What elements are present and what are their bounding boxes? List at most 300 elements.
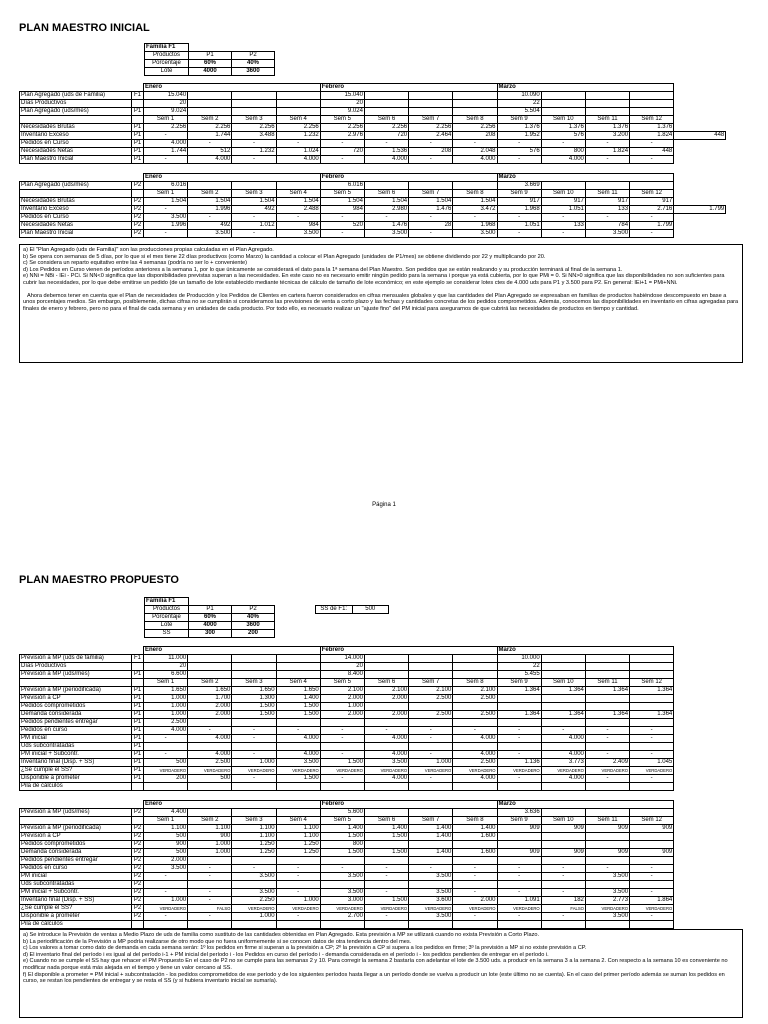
table-cell: - (409, 751, 453, 759)
table-cell: 3.500 (364, 759, 408, 767)
table-cell (630, 841, 674, 849)
table-row (20, 857, 674, 865)
row-label: Plan Maestro Inicial (20, 230, 132, 238)
table-cell (497, 719, 541, 727)
table-cell: Sem 4 (276, 116, 320, 124)
table-cell (541, 719, 585, 727)
table-cell (188, 671, 232, 679)
table-cell (188, 809, 232, 817)
table-cell: Sem 9 (497, 190, 541, 198)
table-row (20, 873, 674, 881)
table-cell: 917 (541, 198, 585, 206)
table-cell: 3.500 (409, 913, 453, 921)
row-label: Previsión a MP (periodificada) (20, 687, 132, 695)
table-cell (232, 182, 276, 190)
table-cell: - (276, 140, 320, 148)
table-cell: 1.500 (320, 849, 364, 857)
table-cell (630, 655, 674, 663)
table-cell: 11.000 (144, 655, 188, 663)
row-product (132, 100, 144, 108)
table-cell: - (320, 214, 364, 222)
table-row (20, 695, 674, 703)
table-cell: 4.000 (364, 751, 408, 759)
table-row (20, 889, 674, 897)
table-cell (409, 881, 453, 889)
table-cell: Sem 3 (232, 116, 276, 124)
row-label: Previsión a MP (periodificada) (20, 825, 132, 833)
table-cell: 4.000 (276, 735, 320, 743)
row-product: F1 (132, 655, 144, 663)
table-cell: 1.232 (232, 148, 276, 156)
table-cell: 1.650 (232, 687, 276, 695)
row-label: Previsión a MP (uds/mes) (20, 671, 132, 679)
table-cell: 1.000 (188, 849, 232, 857)
table-cell: Sem 2 (188, 817, 232, 825)
table-cell: 2.500 (144, 719, 188, 727)
table-cell (630, 719, 674, 727)
table-cell: 1.500 (320, 759, 364, 767)
ss-label: SS de F1: (316, 606, 353, 614)
table-cell (630, 182, 674, 190)
row-label: Inventario final (Disp. + SS) (20, 897, 132, 905)
table-cell: - (320, 230, 364, 238)
row-product: P2 (132, 222, 144, 230)
table-cell (188, 921, 232, 929)
table-cell: 3.000 (320, 897, 364, 905)
table-cell: Sem 6 (364, 190, 408, 198)
table-cell: - (144, 735, 188, 743)
table-cell (409, 857, 453, 865)
table-cell: - (144, 913, 188, 921)
table-cell: Sem 3 (232, 679, 276, 687)
table-cell: 4.000 (453, 775, 497, 783)
table-cell: VERDADERO (232, 767, 276, 775)
table-cell (232, 655, 276, 663)
table-cell: - (188, 913, 232, 921)
table-cell: - (541, 140, 585, 148)
table-cell: 1.100 (232, 825, 276, 833)
table-cell: 133 (585, 206, 629, 214)
table-cell: - (188, 873, 232, 881)
table-cell (364, 719, 408, 727)
month-header: Enero (144, 801, 321, 809)
table-row (20, 222, 726, 230)
table-cell: VERDADERO (364, 905, 408, 913)
table-row (20, 711, 674, 719)
table-cell: - (630, 727, 674, 735)
table-cell: 3.500 (453, 230, 497, 238)
table-cell (188, 719, 232, 727)
table-cell (453, 881, 497, 889)
table-cell: - (585, 214, 629, 222)
table-cell: - (320, 735, 364, 743)
row-product: P1 (132, 751, 144, 759)
table-cell: 4.000 (453, 156, 497, 164)
page2-notes (19, 929, 743, 1018)
table-cell: 1.996 (188, 206, 232, 214)
note-paragraph: d) Los Pedidos en Curso vienen de períodos anteriores a la semana 1, por lo que únicamente se considerará el dato para la 1ª semana del Plan Maestro. Son pedidos que se están realizando y su producción terminará al final de la semana 1. (23, 266, 623, 273)
table-cell: VERDADERO (320, 905, 364, 913)
row-product: P2 (132, 865, 144, 873)
table-cell (497, 857, 541, 865)
table-row (20, 727, 674, 735)
table-cell: 4.000 (364, 735, 408, 743)
table-cell: - (232, 230, 276, 238)
table-cell: 2.256 (364, 124, 408, 132)
table-cell (585, 857, 629, 865)
familia-cell: Productos (145, 52, 189, 60)
table-cell: 2.256 (453, 124, 497, 132)
table-cell (276, 108, 320, 116)
table-cell: 3.500 (232, 873, 276, 881)
familia-cell: Productos (145, 606, 189, 614)
row-label: Plan Maestro Inicial (20, 156, 132, 164)
table-cell: 1.400 (364, 825, 408, 833)
row-product: P1 (132, 711, 144, 719)
table-cell (630, 881, 674, 889)
table-cell: 2.500 (453, 695, 497, 703)
table-cell: - (409, 865, 453, 873)
table-cell: 1.500 (232, 703, 276, 711)
row-product: P1 (132, 671, 144, 679)
row-product: P1 (132, 156, 144, 164)
table-cell: 1.500 (364, 849, 408, 857)
table-cell: Sem 1 (144, 679, 188, 687)
table-cell: Sem 10 (541, 817, 585, 825)
table-cell: 200 (144, 775, 188, 783)
table-cell: - (453, 727, 497, 735)
row-label: Inventario Exceso (20, 132, 132, 140)
row-product: P1 (132, 687, 144, 695)
row-product (132, 921, 144, 929)
table-cell (232, 809, 276, 817)
table-cell: 492 (232, 206, 276, 214)
table-row (20, 687, 674, 695)
table-cell: - (541, 214, 585, 222)
row-product: P1 (132, 703, 144, 711)
table-cell (364, 857, 408, 865)
table-cell: - (364, 214, 408, 222)
table-cell (585, 921, 629, 929)
table-cell: - (320, 156, 364, 164)
table-cell: 3.500 (320, 873, 364, 881)
table-cell: Sem 1 (144, 190, 188, 198)
table-cell: 4.000 (453, 735, 497, 743)
month-header: Marzo (497, 84, 674, 92)
table-cell: 500 (144, 849, 188, 857)
table-cell: 3.500 (188, 230, 232, 238)
table-cell: 4.000 (364, 156, 408, 164)
table-cell: 1.968 (497, 206, 541, 214)
table-row (20, 809, 674, 817)
table-cell (453, 857, 497, 865)
table-cell: 4.000 (453, 751, 497, 759)
table-cell: 10.090 (497, 92, 541, 100)
table-cell: - (497, 913, 541, 921)
table-cell: 1.364 (497, 687, 541, 695)
table-cell: 1.300 (232, 695, 276, 703)
table-row (20, 849, 674, 857)
table-cell (497, 921, 541, 929)
table-cell: - (276, 873, 320, 881)
table-cell: - (409, 140, 453, 148)
table-cell: - (630, 913, 674, 921)
table-cell: 1.250 (276, 841, 320, 849)
row-label: Demanda considerada (20, 711, 132, 719)
table-cell: - (497, 727, 541, 735)
table-cell: - (232, 775, 276, 783)
table-cell: - (585, 140, 629, 148)
table-cell: 1.504 (232, 198, 276, 206)
table-row (20, 921, 674, 929)
table-cell: 2.000 (364, 695, 408, 703)
page-number: Página 1 (372, 502, 396, 508)
table-cell: Sem 6 (364, 679, 408, 687)
table-cell: 1.364 (630, 687, 674, 695)
table-cell: 3.500 (409, 889, 453, 897)
table-cell (453, 663, 497, 671)
table-cell: 4.000 (144, 140, 188, 148)
table-row (20, 655, 674, 663)
note-paragraph: b) Se opera con semanas de 5 días, por lo que si el mes tiene 22 días productivos (como Marzo) la cantidad a colocar el Plan Agregado (unidades de P1/mes) se obtiene dividiendo por 22 y multiplicando por 20. (23, 253, 546, 260)
table-cell (541, 655, 585, 663)
row-label: Plan Agregado (uds de Familia) (20, 92, 132, 100)
table-cell: - (585, 735, 629, 743)
table-cell: 5.455 (497, 671, 541, 679)
row-label: Inventario Exceso (20, 206, 132, 214)
table-cell: 1.476 (364, 222, 408, 230)
table-cell: Sem 10 (541, 190, 585, 198)
table-cell: VERDADERO (585, 767, 629, 775)
table-cell: Sem 3 (232, 817, 276, 825)
table-cell: - (320, 775, 364, 783)
table-cell: - (188, 897, 232, 905)
table-cell (276, 809, 320, 817)
table-cell: 20 (144, 663, 188, 671)
familia-cell: Lote (145, 68, 189, 76)
table-cell: - (497, 230, 541, 238)
table-cell: 1.600 (453, 833, 497, 841)
table-cell: 2.000 (320, 711, 364, 719)
table-cell: 2.256 (409, 124, 453, 132)
table-row (20, 751, 674, 759)
table-cell (585, 881, 629, 889)
familia-cell: P2 (232, 52, 275, 60)
table-cell: - (453, 889, 497, 897)
table-row (20, 703, 674, 711)
familia-cell: 3600 (232, 68, 275, 76)
table-cell: 1.799 (630, 222, 674, 230)
table-cell: 1.400 (409, 825, 453, 833)
table-cell: Sem 1 (144, 116, 188, 124)
table-cell: 2.773 (585, 897, 629, 905)
table-cell (188, 663, 232, 671)
table-cell (409, 719, 453, 727)
table-cell: - (497, 140, 541, 148)
row-label: Plan Agregado (uds/mes) (20, 108, 132, 116)
table-cell: - (541, 889, 585, 897)
table-cell: - (585, 156, 629, 164)
row-label: Pedidos en curso (20, 727, 132, 735)
row-label: Pedidos comprometidos (20, 841, 132, 849)
table-row (20, 190, 726, 198)
table-cell: - (630, 873, 674, 881)
row-product: P1 (132, 132, 144, 140)
table-cell: 1.051 (497, 222, 541, 230)
table-cell: 1.364 (630, 711, 674, 719)
table-cell (541, 809, 585, 817)
row-product: P2 (132, 905, 144, 913)
page2-p1-table (19, 646, 674, 791)
table-cell (276, 100, 320, 108)
table-cell: 1.000 (232, 759, 276, 767)
table-cell (541, 663, 585, 671)
row-label: Uds subcontratadas (20, 743, 132, 751)
table-cell: Sem 4 (276, 679, 320, 687)
month-header: Enero (144, 174, 321, 182)
table-cell: 1.364 (541, 687, 585, 695)
table-cell: 909 (585, 825, 629, 833)
table-cell: 1.700 (188, 695, 232, 703)
month-header: Febrero (320, 174, 497, 182)
table-cell: - (497, 751, 541, 759)
table-cell: 1.400 (409, 849, 453, 857)
table-cell: 1.952 (497, 132, 541, 140)
familia-cell: Porcentaje (145, 614, 189, 622)
table-cell: 2.000 (364, 711, 408, 719)
row-product: P2 (132, 849, 144, 857)
table-cell: 1.500 (364, 897, 408, 905)
table-cell: VERDADERO (144, 905, 188, 913)
table-cell (541, 743, 585, 751)
table-row (20, 230, 726, 238)
familia-cell: P1 (189, 606, 232, 614)
table-row (20, 775, 674, 783)
row-product (132, 679, 144, 687)
table-cell (188, 881, 232, 889)
table-cell: FALSO (541, 905, 585, 913)
month-header: Marzo (497, 801, 674, 809)
page2-p2-table (19, 800, 674, 929)
table-cell (630, 783, 674, 791)
table-cell: Sem 9 (497, 679, 541, 687)
note-paragraph: e) NNi = NBi - IEi - PCi. Si NN<0 significa que las disponibilidades previstas superan a las necesidades. En este caso no es necesario emitir ningún pedido para la semana i porque ya está cubierta, por lo que PMi = 0. Si NN>0 significa que las disponibilidades no son suficientes para cubrir las necesidades, por lo que debe emitirse un pedido (de un tamaño de lote establecido mediante técnicas de cálculo de tamaño de lote económico; en este ejemplo se considerar lotes ctes de 4.000 uds para P1 y 3.500 para P2. En general: IEi+1 = PMi+NNi. (23, 273, 725, 286)
row-product: P1 (132, 727, 144, 735)
table-cell: 3.500 (364, 230, 408, 238)
row-product: P2 (132, 841, 144, 849)
table-cell: Sem 2 (188, 190, 232, 198)
table-cell: 1.000 (320, 703, 364, 711)
row-product: P2 (132, 897, 144, 905)
table-cell: Sem 4 (276, 817, 320, 825)
table-cell (630, 703, 674, 711)
table-cell: 784 (585, 222, 629, 230)
table-cell: 1.232 (276, 132, 320, 140)
table-cell (276, 663, 320, 671)
table-cell: 182 (541, 897, 585, 905)
table-cell: 1.968 (453, 222, 497, 230)
table-cell: 1.400 (453, 825, 497, 833)
table-cell: 133 (541, 222, 585, 230)
table-cell: 3.500 (144, 214, 188, 222)
table-cell (364, 671, 408, 679)
familia-cell: 200 (232, 630, 275, 638)
table-cell (364, 881, 408, 889)
table-cell: 4.000 (541, 156, 585, 164)
table-cell: 1.000 (144, 711, 188, 719)
table-cell: 2.700 (320, 913, 364, 921)
table-cell (453, 655, 497, 663)
month-header: Febrero (320, 647, 497, 655)
table-cell: - (320, 751, 364, 759)
table-cell (409, 100, 453, 108)
row-label (20, 116, 132, 124)
table-row (20, 743, 674, 751)
row-label (20, 817, 132, 825)
table-cell (232, 921, 276, 929)
table-cell: 2.256 (320, 124, 364, 132)
row-product: P1 (132, 140, 144, 148)
table-cell: - (497, 735, 541, 743)
table-cell (630, 663, 674, 671)
note-paragraph: c) Se considera un reparto equitativo entre las 4 semanas (podría no ser lo + conveniente) (23, 260, 248, 267)
table-cell: 2.100 (320, 687, 364, 695)
table-cell (585, 182, 629, 190)
table-cell (144, 743, 188, 751)
row-label: Pila de cálculos (20, 921, 132, 929)
table-cell: 1.504 (144, 198, 188, 206)
table-cell (188, 783, 232, 791)
table-cell: 1.364 (497, 711, 541, 719)
table-cell: - (630, 214, 674, 222)
table-cell: 3.500 (276, 230, 320, 238)
table-cell (276, 655, 320, 663)
table-cell: 1.091 (497, 897, 541, 905)
table-cell (276, 719, 320, 727)
table-cell (453, 100, 497, 108)
table-cell: - (276, 727, 320, 735)
table-cell: 3.500 (585, 913, 629, 921)
note-paragraph: d) El inventario final del período i es igual al del período i-1 + PM inicial del período i - los Pedidos en curso del período i - demanda considerada en el período i - los pedidos pendientes de entregar en el período i. (23, 951, 549, 958)
table-cell (409, 921, 453, 929)
table-cell: 3.773 (541, 759, 585, 767)
row-product: P2 (132, 873, 144, 881)
table-cell: 10.000 (497, 655, 541, 663)
table-cell (409, 703, 453, 711)
row-label: Días Productivos (20, 100, 132, 108)
table-cell: 2.980 (364, 206, 408, 214)
familia-header: Familia F1 (145, 598, 189, 606)
table-cell: 4.400 (144, 809, 188, 817)
table-cell: 1.744 (144, 148, 188, 156)
table-cell: - (497, 775, 541, 783)
table-cell: 909 (541, 825, 585, 833)
table-cell (232, 100, 276, 108)
table-cell (364, 92, 408, 100)
table-cell: 2.100 (364, 687, 408, 695)
table-cell: 9.024 (144, 108, 188, 116)
row-product: P2 (132, 833, 144, 841)
table-cell (188, 743, 232, 751)
table-row (20, 214, 726, 222)
table-cell: 3.500 (585, 889, 629, 897)
table-cell (541, 921, 585, 929)
row-label: PM inicial + Subcontr. (20, 751, 132, 759)
table-cell: 208 (453, 132, 497, 140)
table-cell (497, 881, 541, 889)
table-cell: VERDADERO (630, 905, 674, 913)
table-cell: Sem 8 (453, 817, 497, 825)
